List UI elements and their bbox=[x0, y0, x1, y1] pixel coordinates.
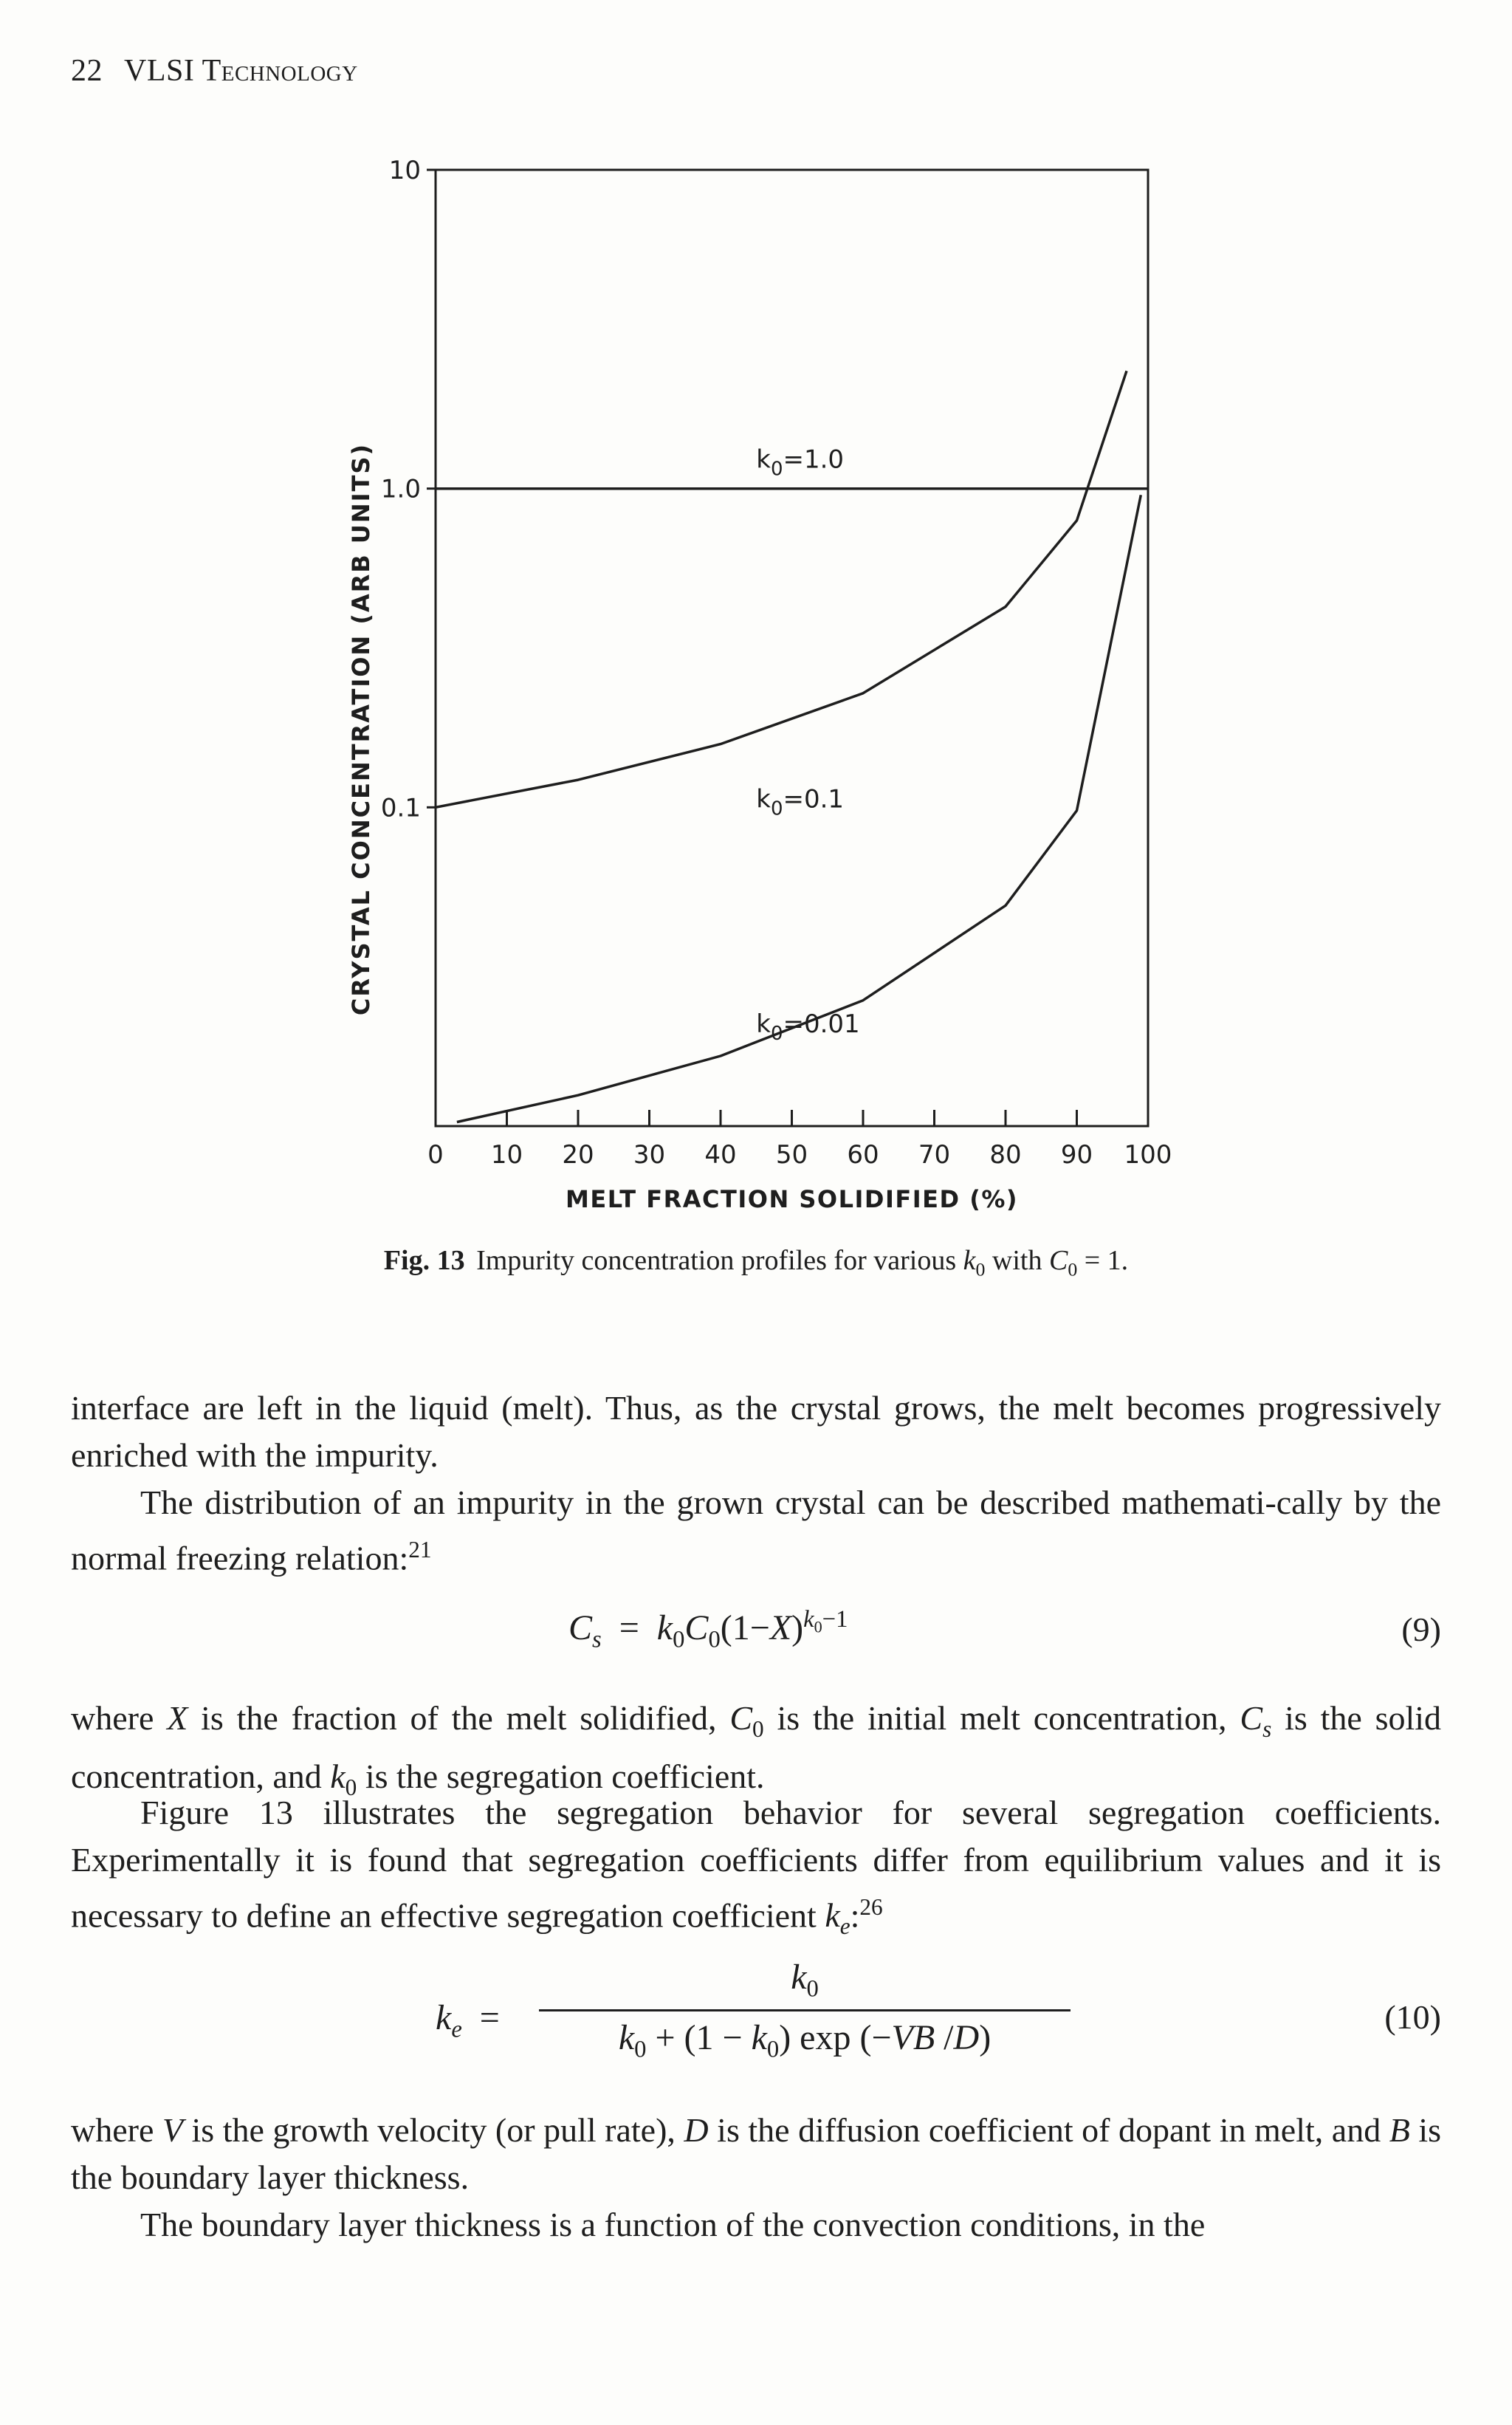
paragraph-2 bbox=[71, 1479, 1441, 1582]
paragraph-4: Figure 13 illustrates the segregation behavior for several segregation coefficients. Experimentally it is found that segregation coefficients differ from equilibrium values and it is necessary to define an effective segregation coefficient $k_e:^{26}$ bbox=[71, 1794, 1441, 1940]
x-tick-label: 30 bbox=[633, 1140, 666, 1170]
x-axis-label: MELT FRACTION SOLIDIFIED (%) bbox=[565, 1185, 1019, 1213]
y-tick-label: 1.0 bbox=[380, 474, 421, 504]
p3-segregation: is the segregation coefficient. bbox=[365, 1757, 765, 1796]
running-header bbox=[71, 53, 358, 89]
chart-axes bbox=[427, 170, 1148, 1126]
curve-label-k0=0.01: $k_0=0.01$ bbox=[756, 1009, 860, 1045]
caption-eq: = 1. bbox=[1084, 1245, 1129, 1276]
curve-label-k0=0.1: $k_0=0.1$ bbox=[756, 784, 845, 820]
equation-9: $C_s = k_0C_0(1-X)^{k_0-1}$ bbox=[568, 1606, 848, 1653]
x-tick-label: 20 bbox=[562, 1140, 594, 1170]
paragraph-6-text: The boundary layer thickness is a function of the convection conditions, in the bbox=[140, 2206, 1206, 2243]
chart-labels bbox=[347, 156, 1172, 1213]
y-tick-label: 10 bbox=[388, 156, 421, 185]
plot-frame bbox=[436, 170, 1148, 1126]
equation-9-number: (9) bbox=[1401, 1611, 1441, 1648]
p5-where: where bbox=[71, 2111, 154, 2149]
figure-caption bbox=[0, 1244, 1512, 1281]
caption-with: with bbox=[992, 1245, 1042, 1276]
x-tick-label: 100 bbox=[1124, 1140, 1172, 1170]
x-tick-label: 60 bbox=[847, 1140, 879, 1170]
y-tick-label: 0.1 bbox=[380, 793, 421, 823]
p3-initial: is the initial melt concentration, bbox=[777, 1699, 1227, 1737]
paragraph-6 bbox=[71, 2201, 1441, 2249]
paragraph-3: where X is the fraction of the melt solidified, $C_0$ is the initial melt concentration, $C_s$ is the solid concentration, and $k_0$ is the segregation coefficient. bbox=[71, 1699, 1442, 1801]
caption-c: C bbox=[1048, 1245, 1068, 1276]
paragraph-2-text: The distribution of an impurity in the grown crystal can be described mathemati-cally by the normal freezing relation: bbox=[71, 1484, 1441, 1577]
equation-10-number: (10) bbox=[1384, 1998, 1441, 2036]
p3-fraction: is the fraction of the melt solidified, bbox=[201, 1699, 717, 1737]
caption-text: Impurity concentration profiles for various bbox=[476, 1245, 957, 1276]
p3-solid: is the solid concentration, and bbox=[71, 1699, 1442, 1796]
caption-k-sub: 0 bbox=[975, 1258, 986, 1280]
paragraph-1-text: interface are left in the liquid (melt). Thus, as the crystal grows, the melt becomes progressively enriched with the impurity. bbox=[71, 1389, 1441, 1474]
ref-26: 26 bbox=[859, 1894, 883, 1920]
x-tick-label: 70 bbox=[918, 1140, 951, 1170]
paragraph-4-text: Figure 13 illustrates the segregation behavior for several segregation coefficients. Experimentally it is found that segregation coefficients differ from equilibrium values and it is necessary to define an effective segregation coefficient bbox=[71, 1794, 1441, 1935]
x-tick-label: 40 bbox=[704, 1140, 737, 1170]
x-tick-label: 0 bbox=[427, 1140, 444, 1170]
figure-13-chart bbox=[325, 140, 1211, 1226]
y-axis-label: CRYSTAL CONCENTRATION (ARB UNITS) bbox=[347, 442, 375, 1016]
p3-where: where bbox=[71, 1699, 154, 1737]
paragraph-1 bbox=[71, 1385, 1441, 1479]
curve-label-k0=1.0: $k_0=1.0$ bbox=[756, 445, 845, 481]
p5-velocity: is the growth velocity (or pull rate), bbox=[191, 2111, 676, 2149]
x-tick-label: 80 bbox=[989, 1140, 1022, 1170]
paragraph-5: where V is the growth velocity (or pull rate), D is the diffusion coefficient of dopant in melt, and B is the boundary layer thickness. bbox=[71, 2111, 1442, 2196]
page-number: 22 bbox=[71, 54, 103, 88]
series-line-k0=0.1 bbox=[436, 371, 1127, 807]
figure-label: Fig. 13 bbox=[383, 1245, 465, 1276]
x-tick-label: 50 bbox=[775, 1140, 808, 1170]
equation-10-fraction: $\frac{k_0}{k_0 + (1 - k_0) \exp (-VB /D)}$ bbox=[539, 1957, 1071, 2063]
caption-c-sub: 0 bbox=[1068, 1258, 1078, 1280]
x-tick-label: 10 bbox=[490, 1140, 523, 1170]
p5-boundary: is the boundary layer thickness. bbox=[71, 2111, 1442, 2196]
equation-10-lhs: $k_e$ = bbox=[436, 1998, 500, 2043]
ref-21: 21 bbox=[408, 1537, 432, 1563]
x-tick-label: 90 bbox=[1060, 1140, 1093, 1170]
running-title: VLSI Technology bbox=[124, 54, 358, 88]
caption-k: k bbox=[963, 1245, 976, 1276]
p5-diffusion: is the diffusion coefficient of dopant in melt, and bbox=[717, 2111, 1381, 2149]
